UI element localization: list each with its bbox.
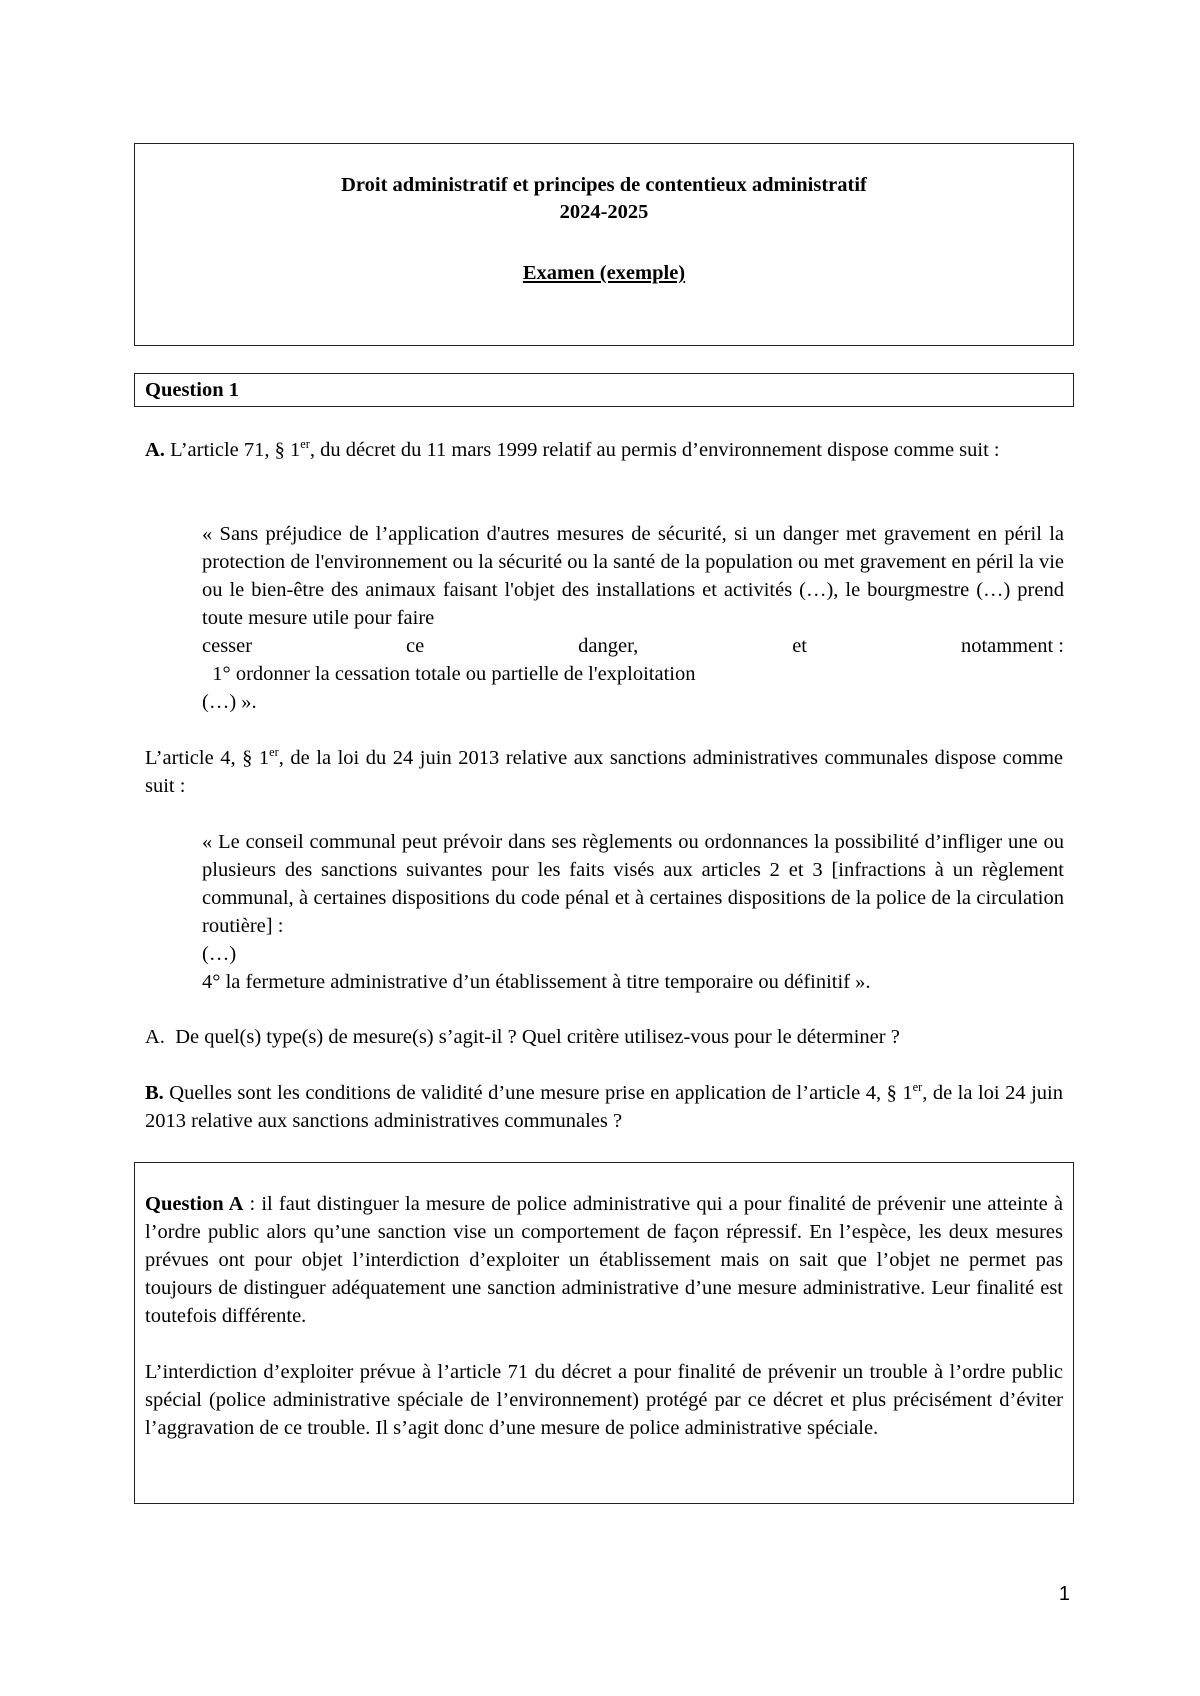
answer-box <box>134 1162 1074 1504</box>
intro2-rest: , de la loi du 24 juin 2013 relative aux sanctions administratives communales dispose comme suit : <box>145 747 1063 797</box>
document-title: Droit administratif et principes de contentieux administratif <box>341 174 867 196</box>
quote-article-71 <box>202 520 1064 716</box>
title-box <box>134 143 1074 346</box>
page-number: 1 <box>1058 1583 1070 1605</box>
quote1-text: « Sans préjudice de l’application d'autres mesures de sécurité, si un danger met gravement en péril la protection de l'environnement ou la sécurité ou la santé de la population ou met gravement en péril la vie ou le bien-être des animaux faisant l'objet des installations et activités (…), le bourgmestre (…) prend toute mesure utile pour faire <box>202 523 1064 629</box>
quote1-end: (…) ». <box>202 691 257 713</box>
intro2-sup: er <box>269 745 279 760</box>
answer-paragraph-1 <box>145 1190 1063 1330</box>
quote1-word: ce <box>406 635 425 657</box>
quote1-word: et <box>792 635 807 657</box>
intro-article-71 <box>145 436 1063 464</box>
document-subtitle: Examen (exemple) <box>522 262 686 284</box>
quote1-word: notamment : <box>960 635 1064 657</box>
quote2-item: 4° la fermeture administrative d’un établissement à titre temporaire ou définitif ». <box>202 971 871 993</box>
academic-year: 2024-2025 <box>559 201 649 223</box>
intro2-text: L’article 4, § 1 <box>145 747 270 769</box>
answer-label: Question A <box>145 1193 244 1215</box>
intro-a-rest: , du décret du 11 mars 1999 relatif au permis d’environnement dispose comme suit : <box>309 439 1000 461</box>
quote2-ellipsis: (…) <box>202 943 237 965</box>
quote-article-4 <box>202 828 1064 996</box>
qa-label: A. <box>145 1026 165 1048</box>
question-heading: Question 1 <box>134 373 1074 407</box>
qb-sup: er <box>912 1080 923 1095</box>
sub-question-a <box>145 1023 1063 1051</box>
quote2-text: « Le conseil communal peut prévoir dans ses règlements ou ordonnances la possibilité d’infliger une ou plusieurs des sanctions suivantes pour les faits visés aux articles 2 et 3 [infractions à un règlement communal, à certaines dispositions du code pénal et à certaines dispositions de la police de la circulation routière] : <box>202 831 1064 937</box>
qb-label: B. <box>145 1082 164 1104</box>
sub-question-b <box>145 1079 1063 1135</box>
quote1-word: cesser <box>202 635 253 657</box>
answer-p1: : il faut distinguer la mesure de police administrative qui a pour finalité de prévenir une atteinte à l’ordre public alors qu’une sanction vise un comportement de façon répressif. En l’espèce, les deux mesures prévues ont pour objet l’interdiction d’exploiter un établissement mais on sait que l’objet ne permet pas toujours de distinguer adéquatement une sanction administrative d’une mesure administrative. Leur finalité est toutefois différente. <box>145 1193 1063 1327</box>
intro-a-label: A. <box>145 439 165 461</box>
intro-a-text: L’article 71, § 1 <box>164 439 301 461</box>
quote1-spread-line <box>202 632 1064 660</box>
qb-text: Quelles sont les conditions de validité d’une mesure prise en application de l’article 4, § 1 <box>163 1082 913 1104</box>
intro-a-sup: er <box>300 437 310 452</box>
answer-paragraph-2: L’interdiction d’exploiter prévue à l’article 71 du décret a pour finalité de prévenir un trouble à l’ordre public spécial (police administrative spéciale de l’environnement) protégé par ce décret et plus précisément d’éviter l’aggravation de ce trouble. Il s’agit donc d’une mesure de police administrative spéciale. <box>145 1361 1063 1439</box>
qb-rest: , de la loi 24 juin 2013 relative aux sanctions administratives communales ? <box>145 1082 1063 1132</box>
quote1-word: danger, <box>578 635 639 657</box>
quote1-item: 1° ordonner la cessation totale ou partielle de l'exploitation <box>202 663 696 685</box>
intro-article-4 <box>145 744 1063 800</box>
qa-text: De quel(s) type(s) de mesure(s) s’agit-il ? Quel critère utilisez-vous pour le déterminer ? <box>175 1026 900 1048</box>
